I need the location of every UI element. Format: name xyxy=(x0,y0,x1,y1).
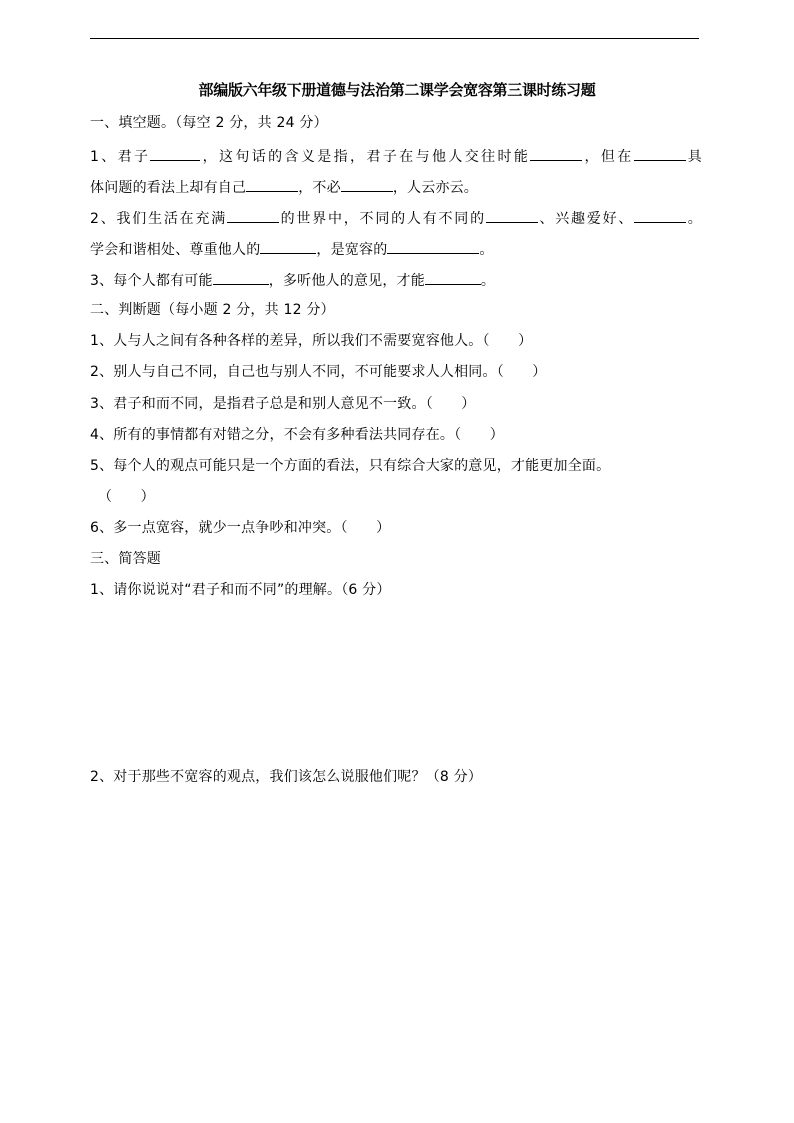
answer-blank xyxy=(486,207,538,223)
document-title: 部编版六年级下册道德与法治第二课学会宽容第三课时练习题 xyxy=(198,81,596,99)
question-text: 。 xyxy=(479,242,494,258)
fill-blank-question-2-line-1 xyxy=(90,207,702,229)
answer-blank xyxy=(150,145,200,161)
question-text: ，不必 xyxy=(298,180,341,196)
question-text: ，是宽容的 xyxy=(316,242,388,258)
question-text: 。 xyxy=(686,211,702,227)
question-text: ，人云亦云。 xyxy=(392,180,479,196)
true-false-question-3: 3、君子和而不同，是指君子总是和别人意见不一致。（ ） xyxy=(90,396,476,412)
answer-blank xyxy=(341,176,393,192)
answer-blank xyxy=(227,207,279,223)
question-text: 、兴趣爱好、 xyxy=(537,211,635,227)
short-answer-question-1: 1、请你说说对“君子和而不同”的理解。（6 分） xyxy=(90,582,391,598)
question-text: 3、每个人都有可能 xyxy=(90,273,213,289)
true-false-question-4: 4、所有的事情都有对错之分，不会有多种看法共同存在。（ ） xyxy=(90,427,504,443)
question-text: 学会和谐相处、尊重他人的 xyxy=(90,242,261,258)
answer-blank xyxy=(425,269,481,285)
section-heading-fill-blank: 一、填空题。（每空 2 分，共 24 分） xyxy=(90,115,328,131)
true-false-question-6: 6、多一点宽容，就少一点争吵和冲突。（ ） xyxy=(90,520,391,536)
true-false-question-5-answer-bracket: （ ） xyxy=(98,489,155,505)
answer-blank xyxy=(634,207,686,223)
header-rule xyxy=(90,38,699,39)
question-text: 2、我们生活在充满 xyxy=(90,211,228,227)
question-text: 体问题的看法上却有自己 xyxy=(90,180,247,196)
answer-blank xyxy=(387,238,479,254)
true-false-question-5: 5、每个人的观点可能只是一个方面的看法，只有综合大家的意见，才能更加全面。 xyxy=(90,458,611,474)
section-heading-true-false: 二、判断题（每小题 2 分，共 12 分） xyxy=(90,302,335,318)
short-answer-question-2: 2、对于那些不宽容的观点，我们该怎么说服他们呢？（8 分） xyxy=(90,769,483,785)
fill-blank-question-1-line-2 xyxy=(90,176,478,198)
question-text: ，这句话的含义是指，君子在与他人交往时能 xyxy=(200,149,531,165)
true-false-question-2: 2、别人与自己不同，自己也与别人不同，不可能要求人人相同。（ ） xyxy=(90,364,547,380)
true-false-question-1: 1、人与人之间有各种各样的差异，所以我们不需要宽容他人。（ ） xyxy=(90,333,533,349)
fill-blank-question-2-line-2 xyxy=(90,238,494,260)
question-text: 1、君子 xyxy=(90,149,151,165)
answer-blank xyxy=(260,238,316,254)
answer-blank xyxy=(246,176,298,192)
question-text: ，多听他人的意见，才能 xyxy=(268,273,425,289)
fill-blank-question-1-line-1 xyxy=(90,145,702,167)
question-text: 的世界中，不同的人有不同的 xyxy=(279,211,486,227)
question-text: ，但在 xyxy=(582,149,634,165)
question-text: 具 xyxy=(685,149,702,165)
question-text: 。 xyxy=(480,273,496,289)
section-heading-short-answer: 三、简答题 xyxy=(90,551,161,567)
answer-blank xyxy=(634,145,686,161)
answer-blank xyxy=(213,269,269,285)
fill-blank-question-3 xyxy=(90,269,495,291)
answer-blank xyxy=(530,145,582,161)
